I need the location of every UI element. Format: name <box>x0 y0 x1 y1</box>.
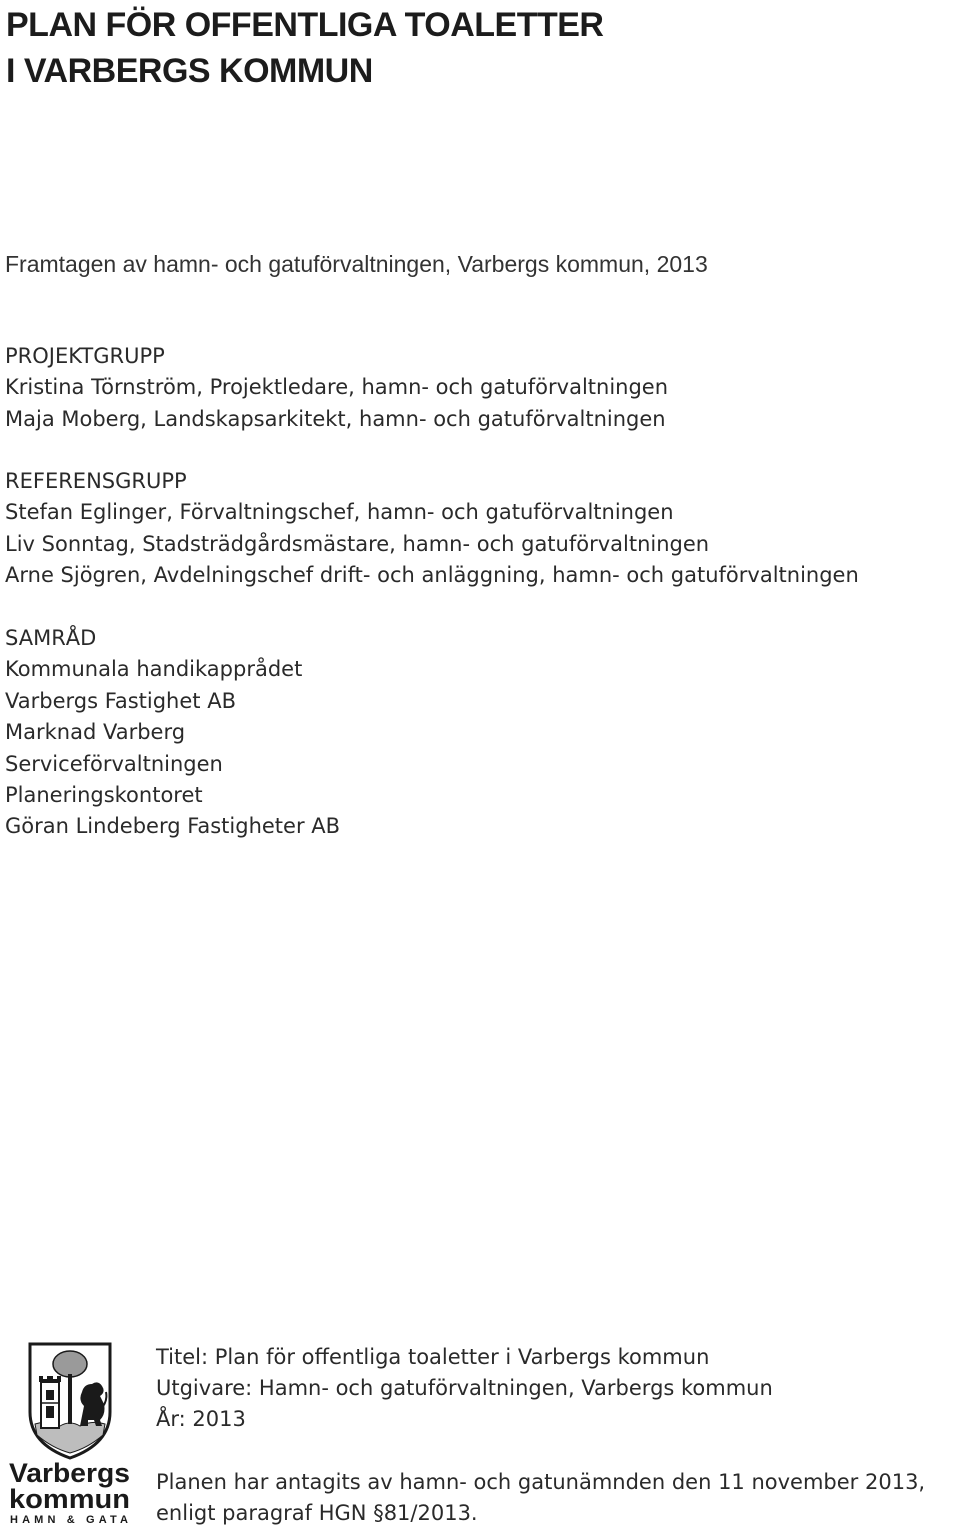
section-heading: REFERENSGRUPP <box>5 469 187 493</box>
document-title <box>6 2 603 94</box>
varberg-coat-of-arms-icon <box>30 1344 110 1458</box>
publication-year: År: 2013 <box>156 1407 246 1431</box>
list-item: Liv Sonntag, Stadsträdgårdsmästare, hamn- och gatuförvaltningen <box>5 531 710 556</box>
varbergs-kommun-logo <box>8 1340 132 1526</box>
list-item: Planeringskontoret <box>5 783 203 808</box>
publication-title: Titel: Plan för offentliga toaletter i Varbergs kommun <box>156 1345 710 1369</box>
referensgrupp-section <box>5 466 859 592</box>
section-heading: PROJEKTGRUPP <box>5 344 165 368</box>
list-item: Serviceförvaltningen <box>5 751 223 776</box>
list-item: Göran Lindeberg Fastigheter AB <box>5 814 341 839</box>
adoption-note <box>156 1467 925 1529</box>
list-item: Marknad Varberg <box>5 720 186 745</box>
projektgrupp-section <box>5 341 668 435</box>
samrad-section <box>5 623 340 843</box>
section-heading: SAMRÅD <box>5 626 97 650</box>
adoption-note-line: Planen har antagits av hamn- och gatunämnden den 11 november 2013, <box>156 1470 926 1494</box>
publication-publisher: Utgivare: Hamn- och gatuförvaltningen, Varbergs kommun <box>156 1376 773 1400</box>
logo-text-line-3: HAMN & GATA <box>10 1514 128 1526</box>
adoption-note-line: enligt paragraf HGN §81/2013. <box>156 1501 478 1525</box>
logo-text-line-1: Varbergs <box>9 1458 130 1488</box>
list-item: Kommunala handikapprådet <box>5 657 303 682</box>
list-item: Varbergs Fastighet AB <box>5 688 236 713</box>
logo-text-line-2: kommun <box>9 1484 130 1514</box>
title-line: I VARBERGS KOMMUN <box>6 52 373 90</box>
list-item: Kristina Törnström, Projektledare, hamn- och gatuförvaltningen <box>5 375 669 400</box>
list-item: Arne Sjögren, Avdelningschef drift- och anläggning, hamn- och gatuförvaltningen <box>5 563 859 588</box>
document-subtitle: Framtagen av hamn- och gatuförvaltningen, Varbergs kommun, 2013 <box>5 251 708 277</box>
list-item: Stefan Eglinger, Förvaltningschef, hamn- och gatuförvaltningen <box>5 500 674 525</box>
list-item: Maja Moberg, Landskapsarkitekt, hamn- och gatuförvaltningen <box>5 406 666 431</box>
title-line: PLAN FÖR OFFENTLIGA TOALETTER <box>6 6 604 44</box>
publication-info <box>156 1342 773 1435</box>
